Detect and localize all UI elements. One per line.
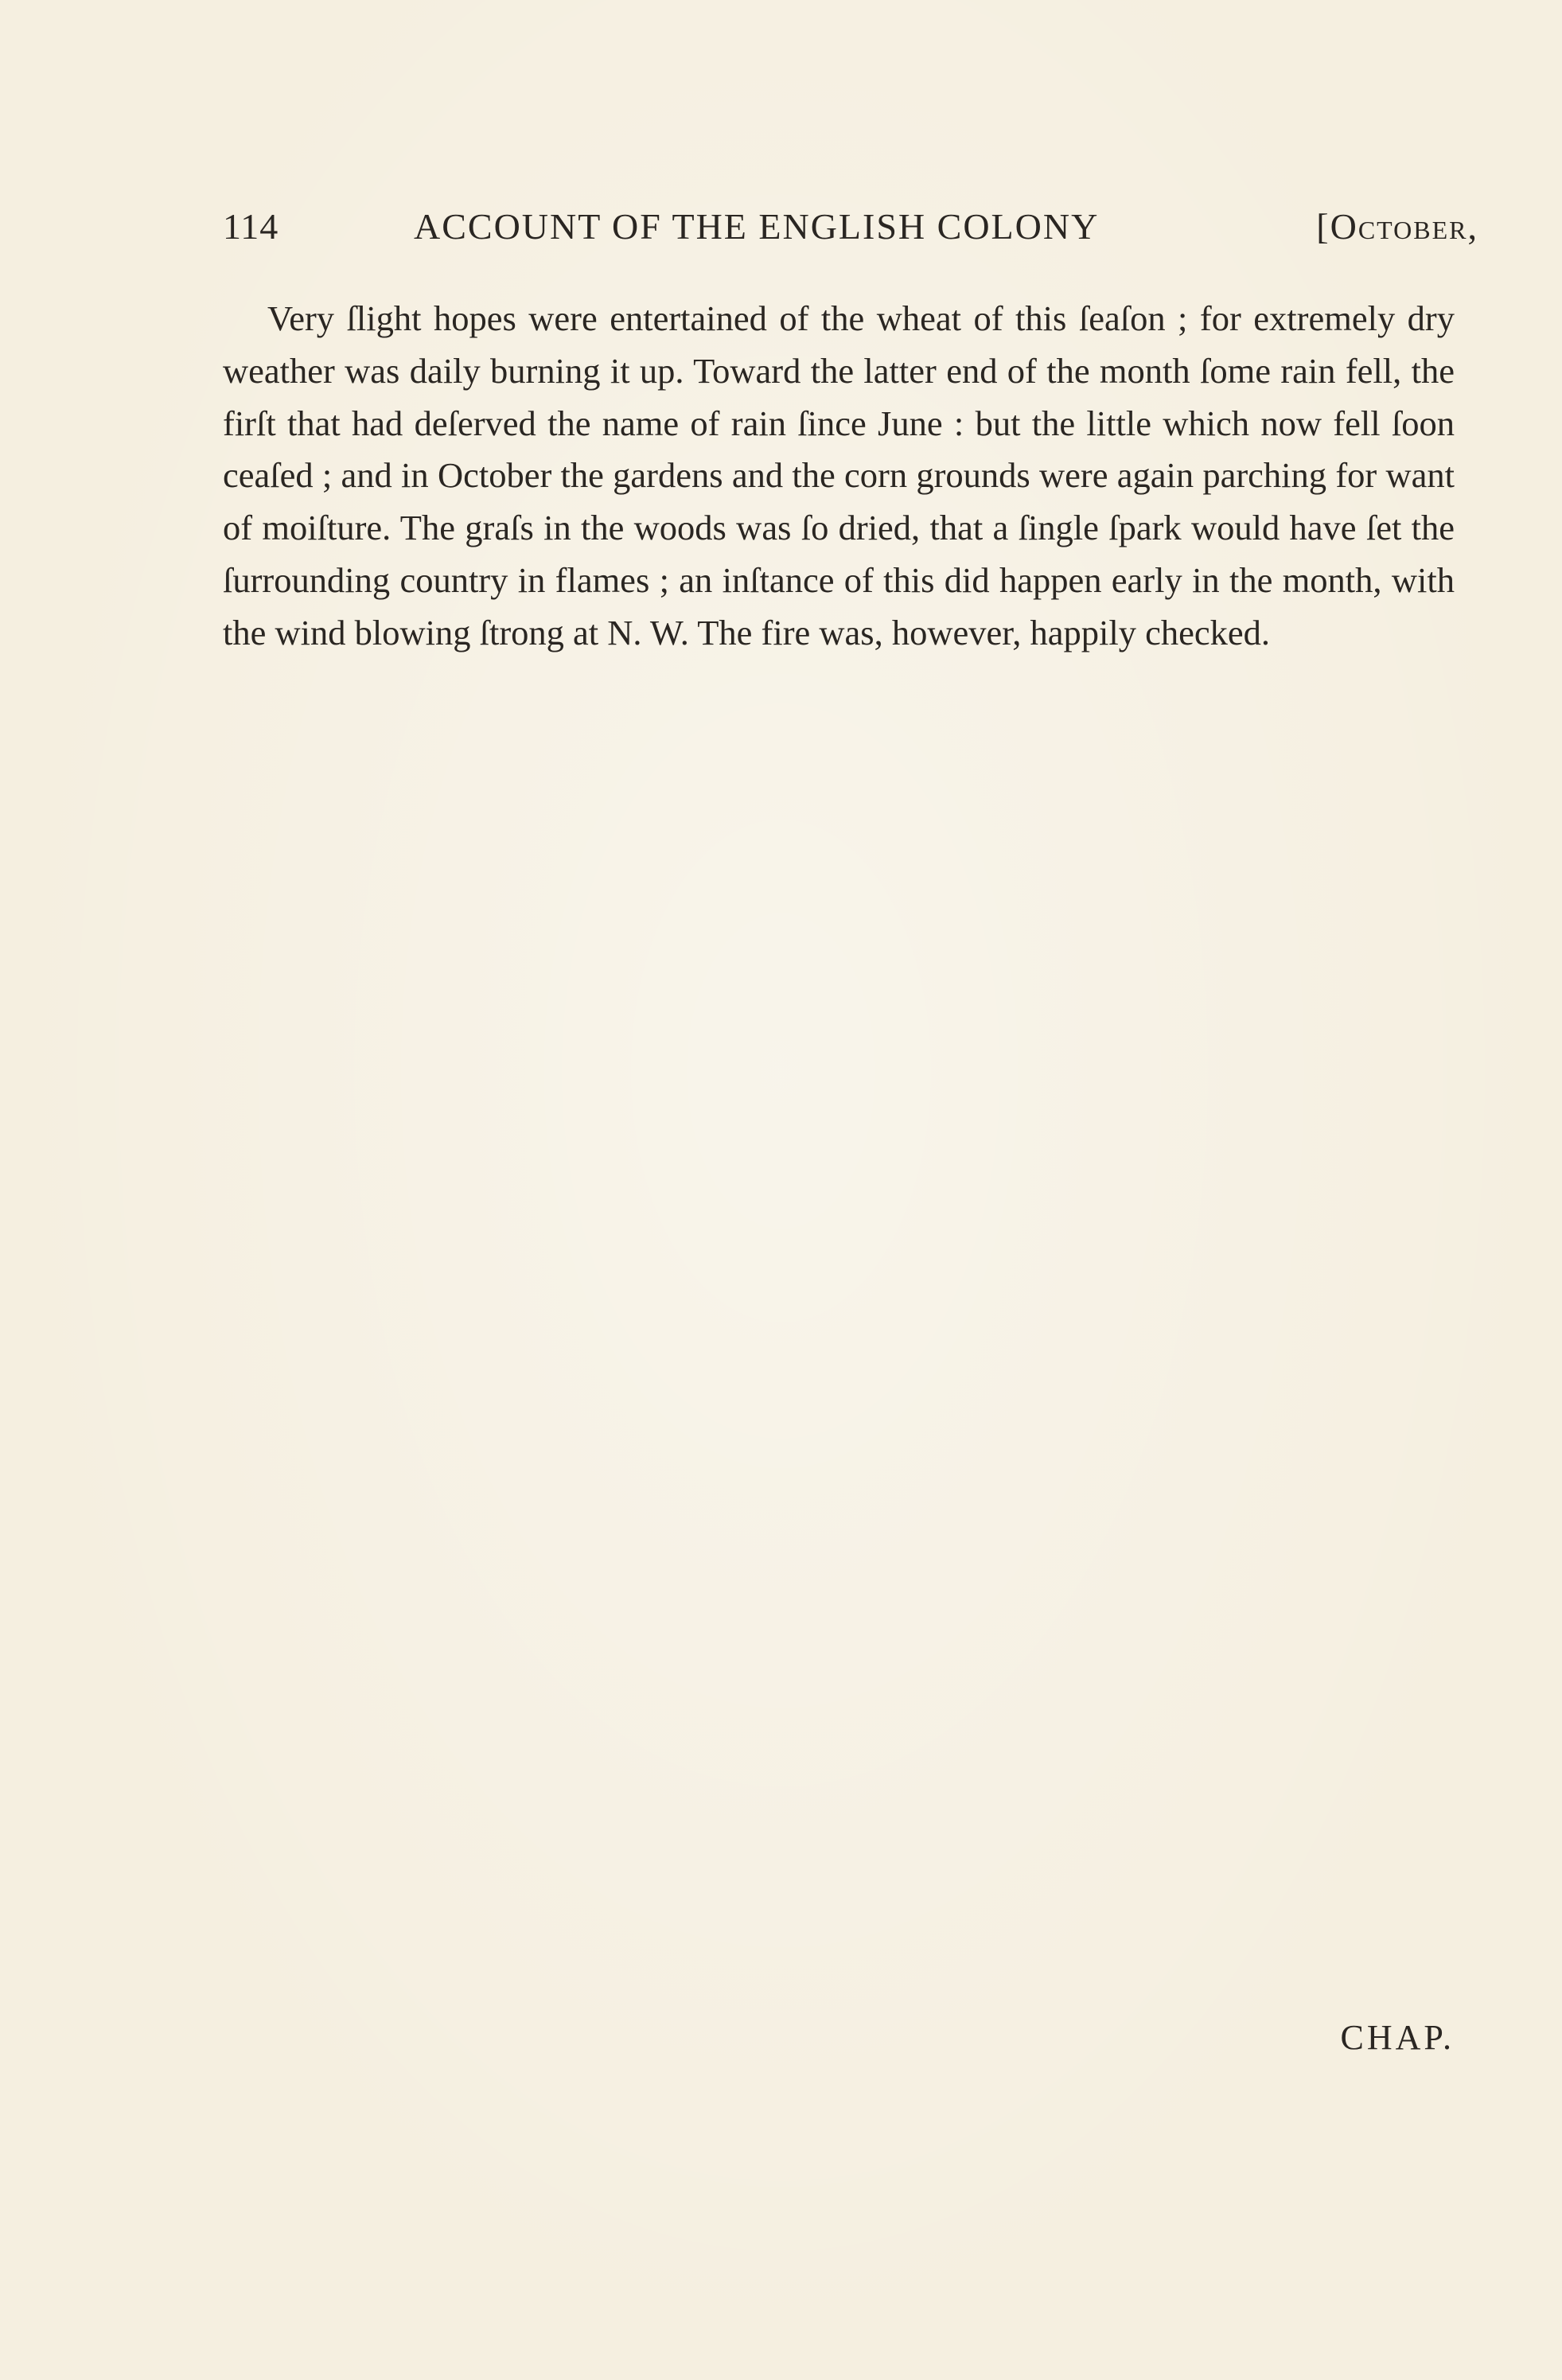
running-header [223,205,1478,261]
running-title: ACCOUNT OF THE ENGLISH COLONY [414,206,1100,247]
page-number: 114 [223,206,279,247]
body-paragraph: Very ſlight hopes were entertained of the wheat of this ſeaſon ; for extremely dry weather was daily burning it up. Toward the latter end of the month ſome rain fell, the firſt that had deſerved the name of rain ſince June : but the little which now fell ſoon ceaſed ; and in October the gardens and the corn grounds were again parching for want of moiſture. The graſs in the woods was ſo dried, that a ſingle ſpark would have ſet the ſurrounding country in flames ; an inſtance of this did happen early in the month, with the wind blowing ſtrong at N. W. The fire was, however, happily checked. [223,298,1455,652]
running-month: [October, [1316,206,1478,247]
catchword: CHAP. [1340,2018,1455,2057]
